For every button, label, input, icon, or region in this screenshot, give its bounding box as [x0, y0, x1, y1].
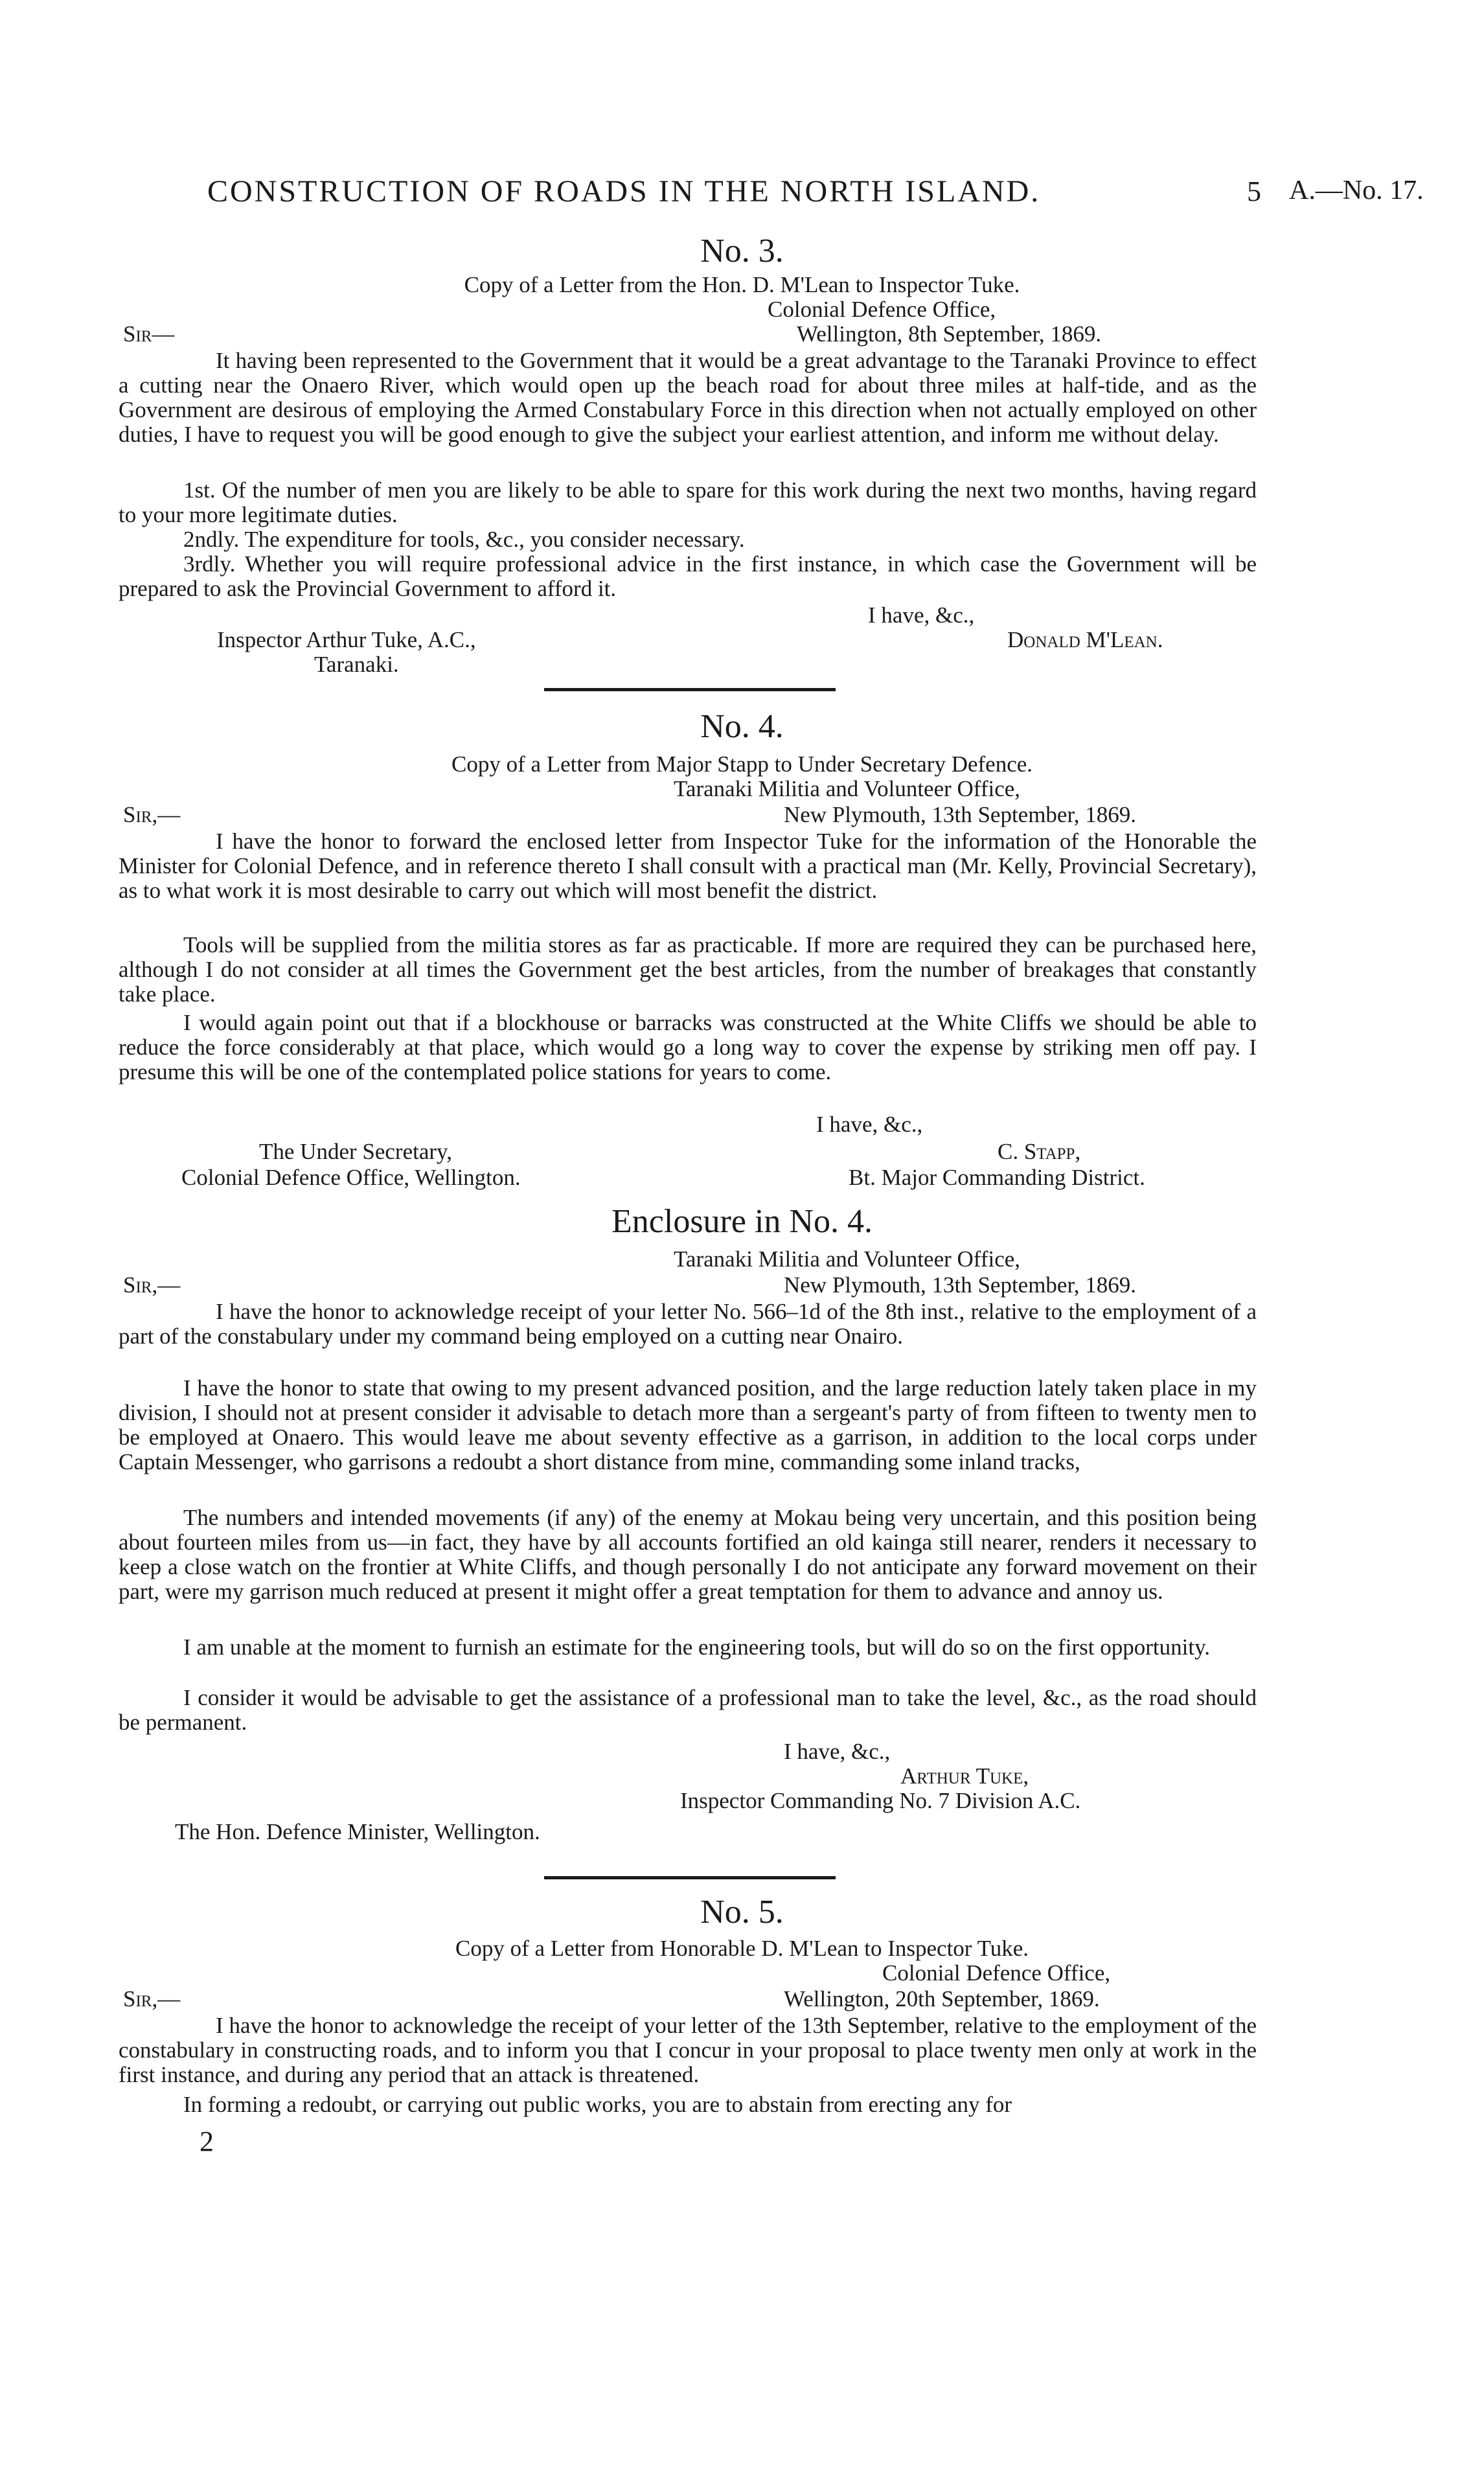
no3-paragraph-3: 2ndly. The expenditure for tools, &c., you consider necessary. — [183, 527, 745, 552]
header-title: CONSTRUCTION OF ROADS IN THE NORTH ISLAND. — [207, 174, 1041, 209]
section-divider-2 — [544, 1876, 836, 1879]
no3-office: Colonial Defence Office, — [768, 297, 996, 322]
enclosure-signature: Arthur Tuke, — [900, 1763, 1029, 1789]
no3-addressee-place: Taranaki. — [314, 652, 399, 677]
enclosure-addressee: The Hon. Defence Minister, Wellington. — [175, 1819, 540, 1844]
no4-salutation: Sir,— — [123, 802, 181, 827]
enclosure-paragraph-5: I consider it would be advisable to get the assistance of a professional man to take the level, &c., as the road should be permanent. — [119, 1685, 1257, 1735]
no4-paragraph-2: Tools will be supplied from the militia stores as far as practicable. If more are required they can be purchased here, although I do not consider at all times the Government get the best articles, from the number of breakages that constantly take place. — [119, 932, 1257, 1007]
no3-signature: Donald M'Lean. — [1007, 627, 1163, 652]
page-number: 5 — [1247, 176, 1261, 207]
enclosure-office: Taranaki Militia and Volunteer Office, — [674, 1246, 1021, 1272]
document-reference: A.—No. 17. — [1289, 176, 1424, 205]
no4-paragraph-1: I have the honor to forward the enclosed letter from Inspector Tuke for the information of the Honorable the Minister for Colonial Defence, and in reference thereto I shall consult with a practical man (Mr. Kelly, Provincial Secretary), as to what work it is most desirable to carry out which will most benefit the district. — [119, 829, 1257, 903]
no3-paragraph-2: 1st. Of the number of men you are likely to be able to spare for this work during the next two months, having regard to your more legitimate duties. — [119, 477, 1257, 527]
no3-closing: I have, &c., — [868, 602, 975, 628]
no4-signature: C. Stapp, — [998, 1139, 1081, 1164]
running-header — [0, 174, 1484, 212]
no3-paragraph-1: It having been represented to the Government that it would be a great advantage to the Taranaki Province to effect a cutting near the Onaero River, which would open up the beach road for about three miles at half-tide, and as the Government are desirous of employing the Armed Constabulary Force in this direction when not actually employed on other duties, I have to request you will be good enough to give the subject your earliest attention, and inform me without delay. — [119, 348, 1257, 447]
no3-copy-line: Copy of a Letter from the Hon. D. M'Lean to Inspector Tuke. — [464, 272, 1020, 297]
no3-place-date: Wellington, 8th September, 1869. — [797, 321, 1102, 347]
enclosure-heading: Enclosure in No. 4. — [611, 1203, 873, 1240]
no4-addressee: The Under Secretary, — [259, 1139, 452, 1164]
enclosure-signature-title: Inspector Commanding No. 7 Division A.C. — [680, 1788, 1081, 1813]
no5-heading: No. 5. — [700, 1894, 784, 1931]
enclosure-closing: I have, &c., — [784, 1739, 891, 1764]
no4-closing: I have, &c., — [816, 1112, 923, 1137]
no4-addressee-office: Colonial Defence Office, Wellington. — [181, 1165, 521, 1190]
no5-copy-line: Copy of a Letter from Honorable D. M'Lean to Inspector Tuke. — [455, 1936, 1029, 1961]
enclosure-paragraph-4: I am unable at the moment to furnish an estimate for the engineering tools, but will do so on the first opportunity. — [183, 1634, 1211, 1660]
no4-paragraph-3: I would again point out that if a blockhouse or barracks was constructed at the White Cliffs we should be able to reduce the force considerably at that place, which would go a long way to cover the expense by striking men off pay. I presume this will be one of the contemplated police stations for years to come. — [119, 1010, 1257, 1084]
no4-copy-line: Copy of a Letter from Major Stapp to Under Secretary Defence. — [451, 751, 1033, 777]
no3-heading: No. 3. — [700, 233, 784, 269]
no5-paragraph-1: I have the honor to acknowledge the receipt of your letter of the 13th September, relative to the employment of the constabulary in constructing roads, and to inform you that I concur in your proposal to place twenty men only at work in the first instance, and during any period that an attack is threatened. — [119, 2013, 1257, 2087]
enclosure-paragraph-1: I have the honor to acknowledge receipt of your letter No. 566–1d of the 8th inst., relative to the employment of a part of the constabulary under my command being employed on a cutting near Onairo. — [119, 1299, 1257, 1349]
signature-mark: 2 — [200, 2126, 214, 2157]
no3-paragraph-4: 3rdly. Whether you will require professional advice in the first instance, in which case the Government will be prepared to ask the Provincial Government to afford it. — [119, 551, 1257, 601]
no4-heading: No. 4. — [700, 708, 784, 745]
enclosure-salutation: Sir,— — [123, 1272, 181, 1298]
enclosure-paragraph-2: I have the honor to state that owing to my present advanced position, and the large reduction lately taken place in my division, I should not at present consider it advisable to detach more than a sergeant's party of from fifteen to twenty men to be employed at Onaero. This would leave me about seventy effective as a garrison, in addition to the local corps under Captain Messenger, who garrisons a redoubt a short distance from mine, commanding some inland tracks, — [119, 1375, 1257, 1474]
no5-salutation: Sir,— — [123, 1986, 181, 2011]
no3-salutation: Sir— — [123, 321, 175, 347]
no5-paragraph-2: In forming a redoubt, or carrying out public works, you are to abstain from erecting any for — [183, 2092, 1012, 2117]
no5-place-date: Wellington, 20th September, 1869. — [784, 1986, 1100, 2011]
no5-office: Colonial Defence Office, — [882, 1960, 1111, 1986]
enclosure-paragraph-3: The numbers and intended movements (if any) of the enemy at Mokau being very uncertain, and this position being about fourteen miles from us—in fact, they have by all accounts fortified an old kainga still nearer, renders it necessary to keep a close watch on the frontier at White Cliffs, and though personally I do not anticipate any forward movement on their part, were my garrison much reduced at present it might offer a great temptation for them to advance and annoy us. — [119, 1505, 1257, 1604]
no3-addressee: Inspector Arthur Tuke, A.C., — [217, 627, 476, 652]
no4-office: Taranaki Militia and Volunteer Office, — [674, 776, 1021, 801]
section-divider — [544, 688, 836, 691]
no4-signature-title: Bt. Major Commanding District. — [849, 1165, 1145, 1190]
no4-place-date: New Plymouth, 13th September, 1869. — [784, 802, 1136, 827]
enclosure-place-date: New Plymouth, 13th September, 1869. — [784, 1272, 1136, 1298]
